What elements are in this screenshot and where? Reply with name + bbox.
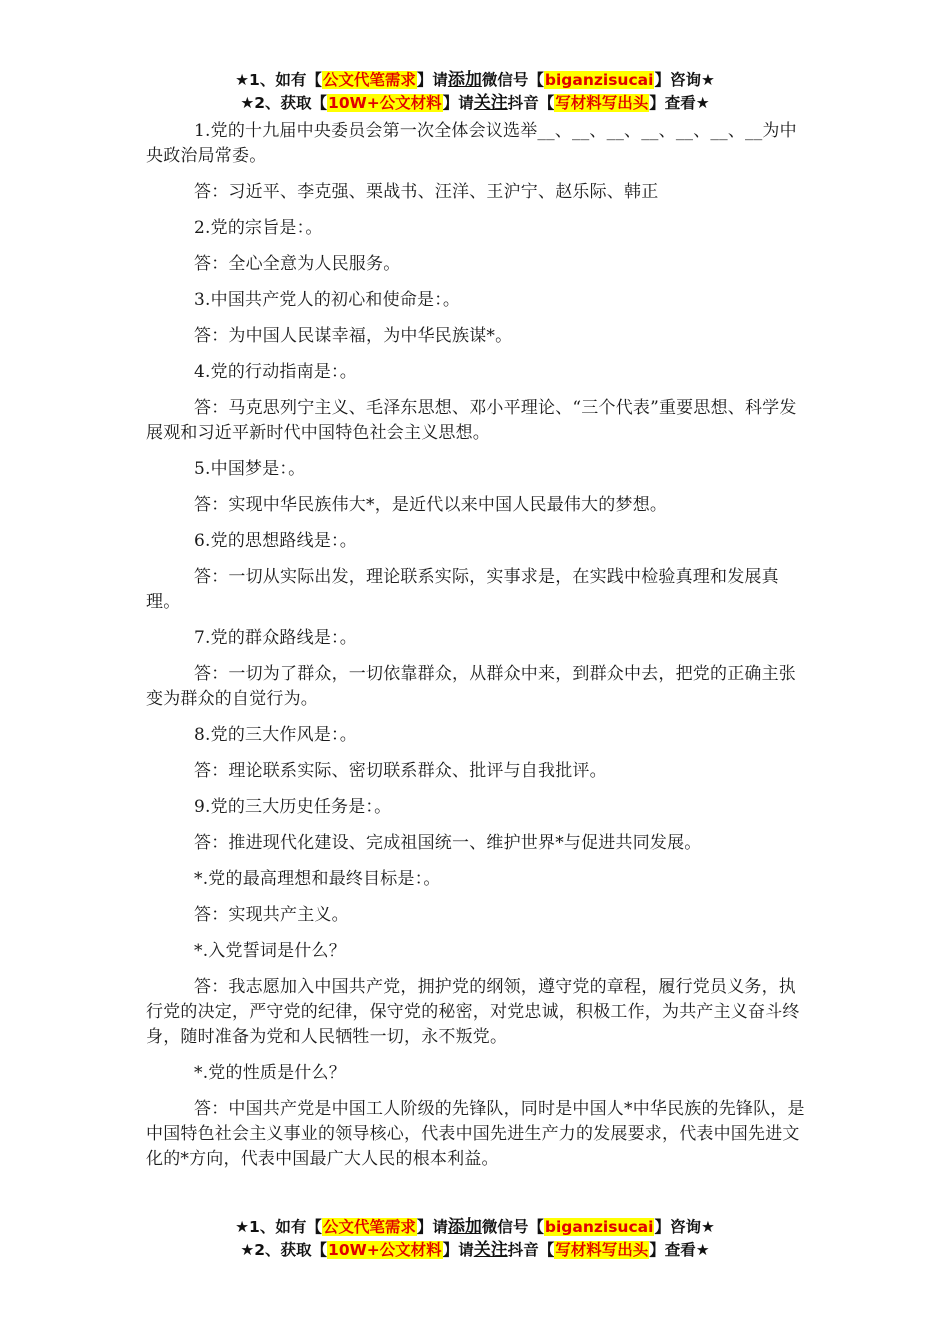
banner-text: 抖音【 [507,94,555,112]
banner-emphasis: 添加 [447,1217,482,1237]
banner-highlight: 写材料写出头 [555,1241,649,1259]
banner-text: ★1、如有【 [235,1218,322,1236]
answer-3: 答：为中国人民谋幸福，为中华民族谋*。 [194,326,513,346]
banner-text: 微信号【 [481,1218,544,1236]
document-body [146,119,808,1183]
answer-10: 答：实现共产主义。 [194,905,349,925]
banner-highlight: biganzisucai [544,71,654,89]
answer-2: 答：全心全意为人民服务。 [194,254,401,274]
question-11: *.入党誓词是什么？ [194,941,346,961]
answer-8: 答：理论联系实际、密切联系群众、批评与自我批评。 [194,761,607,781]
question-6: 6.党的思想路线是：。 [194,531,357,551]
banner-text: 】请 [416,71,448,89]
question-7: 7.党的群众路线是：。 [194,628,357,648]
answer-4: 答：马克思列宁主义、毛泽东思想、邓小平理论、“三个代表”重要思想、科学发展观和习近平新时代中国特色社会主义思想。 [146,398,797,443]
banner-highlight: 公文代笔需求 [322,71,416,89]
banner-text: 】查看★ [649,94,710,112]
question-8: 8.党的三大作风是：。 [194,725,357,745]
question-1: 1.党的十九届中央委员会第一次全体会议选举__、__、__、__、__、__、__为中央政治局常委。 [146,121,797,166]
banner-text: 】咨询★ [654,1218,715,1236]
question-3: 3.中国共产党人的初心和使命是：。 [194,290,461,310]
banner-highlight: 10W+公文材料 [328,1241,442,1259]
question-2: 2.党的宗旨是：。 [194,218,323,238]
banner-highlight: 10W+公文材料 [328,94,442,112]
banner-text: ★2、获取【 [240,1241,328,1259]
banner-line-1 [0,1216,950,1239]
banner-text: ★1、如有【 [235,71,322,89]
question-10: *.党的最高理想和最终目标是：。 [194,869,441,889]
banner-emphasis: 添加 [447,70,482,90]
footer-banner [0,1216,950,1262]
banner-text: 】请 [442,94,474,112]
banner-text: 】查看★ [649,1241,710,1259]
banner-text: 抖音【 [507,1241,555,1259]
question-9: 9.党的三大历史任务是：。 [194,797,392,817]
banner-line-2 [0,1239,950,1262]
banner-highlight: 写材料写出头 [555,94,649,112]
banner-text: 】咨询★ [654,71,715,89]
banner-text: 】请 [416,1218,448,1236]
banner-text: 】请 [442,1241,474,1259]
question-5: 5.中国梦是：。 [194,459,306,479]
answer-12: 答：中国共产党是中国工人阶级的先锋队，同时是中国人*中华民族的先锋队，是中国特色社会主义事业的领导核心，代表中国先进生产力的发展要求，代表中国先进文化的*方向，代表中国最广大人民的根本利益。 [146,1099,805,1169]
answer-5: 答：实现中华民族伟大*，是近代以来中国人民最伟大的梦想。 [194,495,668,515]
question-4: 4.党的行动指南是：。 [194,362,357,382]
answer-11: 答：我志愿加入中国共产党，拥护党的纲领，遵守党的章程，履行党员义务，执行党的决定，严守党的纪律，保守党的秘密，对党忠诚，积极工作，为共产主义奋斗终身，随时准备为党和人民牺牲一切，永不叛党。 [146,977,800,1047]
banner-highlight: biganzisucai [544,1218,654,1236]
banner-line-1 [0,69,950,92]
banner-line-2 [0,92,950,115]
answer-7: 答：一切为了群众，一切依靠群众，从群众中来，到群众中去，把党的正确主张变为群众的自觉行为。 [146,664,796,709]
question-12: *.党的性质是什么？ [194,1063,346,1083]
header-banner [0,69,950,115]
answer-6: 答：一切从实际出发，理论联系实际，实事求是，在实践中检验真理和发展真理。 [146,567,779,612]
banner-text: 微信号【 [481,71,544,89]
banner-highlight: 公文代笔需求 [322,1218,416,1236]
answer-9: 答：推进现代化建设、完成祖国统一、维护世界*与促进共同发展。 [194,833,702,853]
answer-1: 答：习近平、李克强、栗战书、汪洋、王沪宁、赵乐际、韩正 [194,182,659,202]
banner-text: ★2、获取【 [240,94,328,112]
banner-emphasis: 关注 [473,93,508,113]
banner-emphasis: 关注 [473,1240,508,1260]
